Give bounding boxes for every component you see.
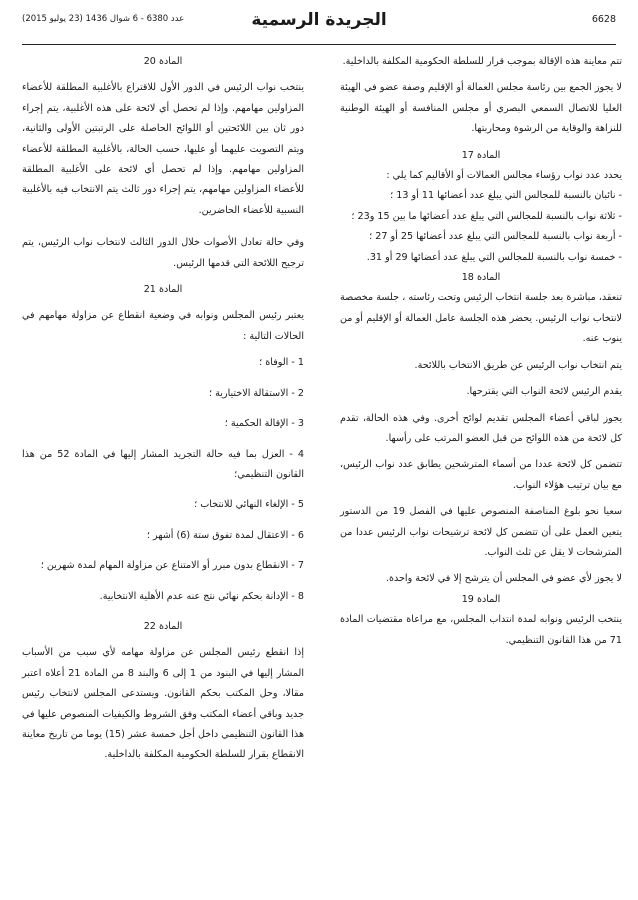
- paragraph: لا يجوز الجمع بين رئاسة مجلس العمالة أو الإقليم وصفة عضو في الهيئة العليا للاتصال السمعي البصري أو مجلس المنافسة أو الهيئة الوطنية للنزاهة والوقاية من الرشوة ومحاربتها.: [340, 82, 622, 135]
- paragraph: إذا انقطع رئيس المجلس عن مزاولة مهامه لأي سبب من الأسباب المشار إليها في البنود من 1 إلى 6 والبند 8 من المادة 21 أعلاه اعتبر مقالا، وحل المكتب بحكم القانون. ويستدعى المجلس لانتخاب رئيس جديد وباقي أعضاء المكتب وفق الشروط والكيفيات المنصوص عليها في هذا القانون التنظيمي داخل أجل خمسة عشر (15) يوما من تاريخ معاينة الانقطاع بقرار للسلطة الحكومية المكلفة بالداخلية.: [22, 647, 304, 761]
- paragraph: يجوز لباقي أعضاء المجلس تقديم لوائح أخرى. وفي هذه الحالة، تقدم كل لائحة من هذه اللوائح من قبل العضو المرتب على رأسها.: [340, 412, 622, 444]
- article-22-title: المادة 22: [143, 620, 183, 632]
- article-20-title: المادة 20: [143, 56, 183, 67]
- paragraph: لا يجوز لأي عضو في المجلس أن يترشح إلا في لائحة واحدة.: [385, 573, 622, 585]
- gazette-title: الجريدة الرسمية: [251, 10, 387, 30]
- list-item: - نائبان بالنسبة للمجالس التي يبلغ عدد أعضائها 11 أو 13 ؛: [390, 190, 622, 202]
- list-item: - أربعة نواب بالنسبة للمجالس التي يبلغ عدد أعضائها 25 أو 27 ؛: [369, 231, 622, 243]
- article-21-title: المادة 21: [143, 284, 183, 296]
- paragraph: تنعقد، مباشرة بعد جلسة انتخاب الرئيس وتحت رئاسته ، جلسة مخصصة لانتخاب نواب الرئيس. يحضر هذه الجلسة عامل العمالة أو الإقليم أو من ينوب عنه.: [340, 292, 622, 345]
- paragraph: يعتبر رئيس المجلس ونوابه في وضعية انقطاع عن مزاولة مهامهم في الحالات التالية :: [22, 310, 304, 342]
- right-column: [340, 52, 622, 651]
- article-19-title: المادة 19: [461, 593, 501, 605]
- list-item: 7 - الانقطاع بدون مبرر أو الامتناع عن مزاولة المهام لمدة شهرين ؛: [40, 560, 304, 572]
- list-item: 4 - العزل بما فيه حالة التجريد المشار إليها في المادة 52 من هذا القانون التنظيمي؛: [22, 448, 304, 480]
- paragraph: تتضمن كل لائحة عددا من أسماء المترشحين يطابق عدد نواب الرئيس، مع بيان ترتيب هؤلاء النواب.: [340, 459, 622, 491]
- header-rule: [22, 44, 616, 45]
- list-item: 5 - الإلغاء النهائي للانتخاب ؛: [194, 499, 304, 511]
- page-number: 6628: [591, 14, 616, 25]
- left-column: [22, 52, 304, 766]
- paragraph: ينتخب الرئيس ونوابه لمدة انتداب المجلس، مع مراعاة مقتضيات المادة 71 من هذا القانون التنظيمي.: [340, 614, 622, 646]
- paragraph: يتم انتخاب نواب الرئيس عن طريق الانتخاب باللائحة.: [414, 359, 622, 371]
- page-header: [22, 10, 616, 48]
- list-item: 6 - الاعتقال لمدة تفوق ستة (6) أشهر ؛: [146, 529, 304, 541]
- list-item: 2 - الاستقالة الاختيارية ؛: [209, 387, 304, 399]
- paragraph: يقدم الرئيس لائحة النواب التي يقترحها.: [466, 386, 622, 398]
- issue-info: عدد 6380 - 6 شوال 1436 (23 يوليو 2015): [22, 14, 185, 24]
- article-18-title: المادة 18: [461, 272, 501, 284]
- article-17-title: المادة 17: [461, 149, 501, 161]
- paragraph: ينتخب نواب الرئيس في الدور الأول للاقتراع بالأغلبية المطلقة للأعضاء المزاولين مهامهم. وإذا لم تحصل أي لائحة على هذه الأغلبية، يتم إجراء دور ثان بين اللائحتين أو اللوائح الحاصلة على الرتبتين الأولى والثانية، ويتم التصويت عليهما أو عليها، حسب الحالة، بالأغلبية المطلقة للأعضاء المزاولين مهامهم. وإذا لم تحصل أي لائحة على الأغلبية المطلقة للأعضاء المزاولين مهامهم، يتم إجراء دور ثالث يتم الانتخاب فيه بالأغلبية النسبية للأعضاء الحاضرين.: [22, 82, 304, 216]
- list-item: 1 - الوفاة ؛: [259, 357, 304, 369]
- paragraph: وفي حالة تعادل الأصوات خلال الدور الثالث لانتخاب نواب الرئيس، يتم ترجيح اللائحة التي قدمها الرئيس.: [22, 237, 304, 269]
- list-item: - خمسة نواب بالنسبة للمجالس التي يبلغ عدد أعضائها 29 أو 31.: [366, 251, 622, 263]
- list-item: - ثلاثة نواب بالنسبة للمجالس التي يبلغ عدد أعضائها ما بين 15 و23 ؛: [351, 210, 622, 222]
- list-item: 8 - الإدانة بحكم نهائي نتج عنه عدم الأهلية الانتخابية.: [99, 590, 304, 602]
- paragraph: يحدد عدد نواب رؤساء مجالس العمالات أو الأقاليم كما يلي :: [386, 170, 622, 182]
- list-item: 3 - الإقالة الحكمية ؛: [224, 418, 304, 430]
- paragraph: تتم معاينة هذه الإقالة بموجب قرار للسلطة الحكومية المكلفة بالداخلية.: [342, 56, 622, 67]
- paragraph: سعيا نحو بلوغ المناصفة المنصوص عليها في الفصل 19 من الدستور يتعين العمل على أن تتضمن كل لائحة ترشيحات نواب الرئيس عددا من المترشحات لا يقل عن ثلث النواب.: [340, 506, 622, 558]
